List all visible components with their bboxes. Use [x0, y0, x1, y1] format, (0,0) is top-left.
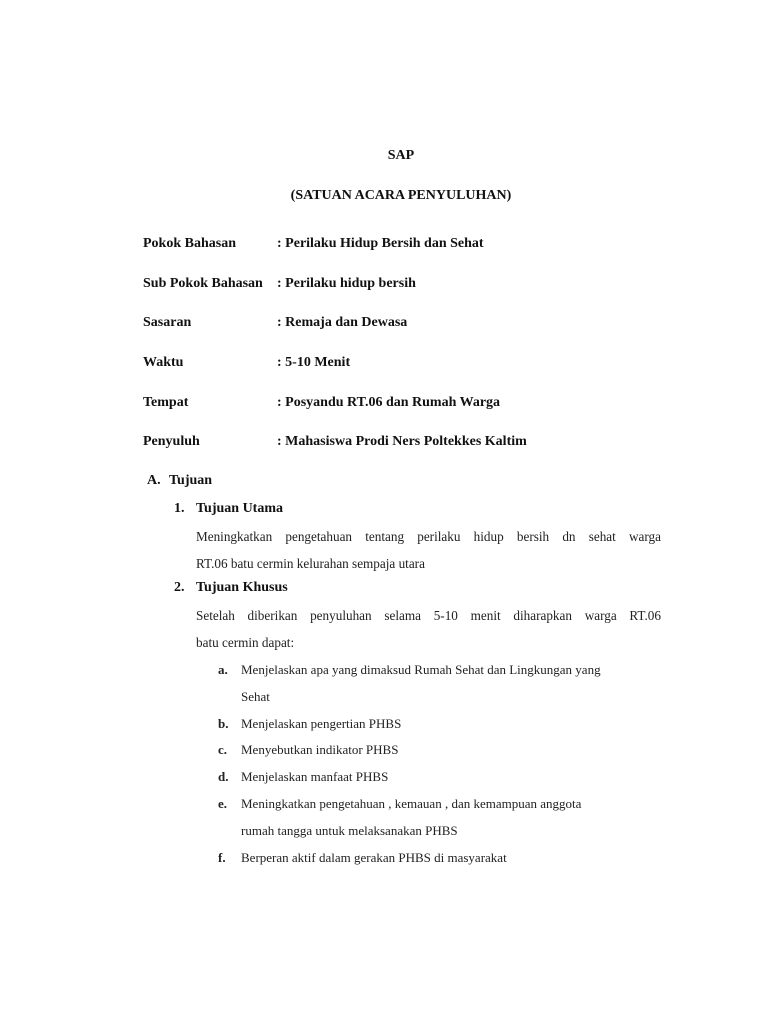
paragraph-line: Meningkatkan pengetahuan tentang perilaku hidup bersih dn sehat warga [196, 529, 661, 544]
list-item-text: rumah tangga untuk melaksanakan PHBS [241, 823, 458, 838]
subsection-marker: 1. [174, 501, 185, 516]
subsection-heading-tujuan-khusus [174, 580, 288, 596]
list-marker: f. [218, 850, 226, 865]
list-item-text: Meningkatkan pengetahuan , kemauan , dan kemampuan anggota [241, 796, 582, 811]
subsection-heading-tujuan-utama [174, 501, 283, 517]
paragraph-line: batu cermin dapat: [196, 635, 295, 650]
list-item-text: Menjelaskan apa yang dimaksud Rumah Sehat dan Lingkungan yang [241, 662, 601, 677]
list-marker: d. [218, 769, 229, 784]
list-item-text: Menjelaskan manfaat PHBS [241, 769, 389, 784]
meta-label: Pokok Bahasan [143, 236, 236, 251]
list-item-text: Menjelaskan pengertian PHBS [241, 716, 402, 731]
meta-value: : Remaja dan Dewasa [277, 315, 407, 331]
meta-value: : Mahasiswa Prodi Ners Poltekkes Kaltim [277, 434, 527, 450]
list-marker: a. [218, 662, 228, 677]
paragraph-tujuan-khusus [196, 602, 661, 656]
list-marker: c. [218, 742, 228, 757]
paragraph-line: Setelah diberikan penyuluhan selama 5-10 menit diharapkan warga RT.06 [196, 608, 661, 623]
meta-label: Penyuluh [143, 434, 200, 449]
list-item-text: Berperan aktif dalam gerakan PHBS di masyarakat [241, 850, 507, 865]
subsection-marker: 2. [174, 580, 185, 595]
meta-value: : Perilaku hidup bersih [277, 276, 416, 292]
subsection-heading-text: Tujuan Khusus [196, 580, 288, 595]
meta-label: Waktu [143, 355, 184, 370]
meta-label: Tempat [143, 395, 189, 410]
document-title: SAP [387, 148, 415, 163]
document-subtitle: (SATUAN ACARA PENYULUHAN) [290, 188, 512, 203]
section-marker: A. [147, 473, 161, 488]
subsection-heading-text: Tujuan Utama [196, 501, 284, 516]
meta-value: : Posyandu RT.06 dan Rumah Warga [277, 395, 500, 411]
paragraph-tujuan-utama [196, 523, 661, 577]
meta-label: Sub Pokok Bahasan [143, 276, 263, 291]
list-marker: b. [218, 716, 229, 731]
meta-value: : 5-10 Menit [277, 355, 350, 371]
list-marker: e. [218, 796, 228, 811]
list-item-text: Sehat [241, 689, 270, 704]
section-heading-tujuan [147, 473, 212, 489]
paragraph-line: RT.06 batu cermin kelurahan sempaja utara [196, 556, 425, 571]
meta-value: : Perilaku Hidup Bersih dan Sehat [277, 236, 484, 252]
section-heading-text: Tujuan [169, 473, 213, 488]
meta-label: Sasaran [143, 315, 192, 330]
list-item-text: Menyebutkan indikator PHBS [241, 742, 399, 757]
